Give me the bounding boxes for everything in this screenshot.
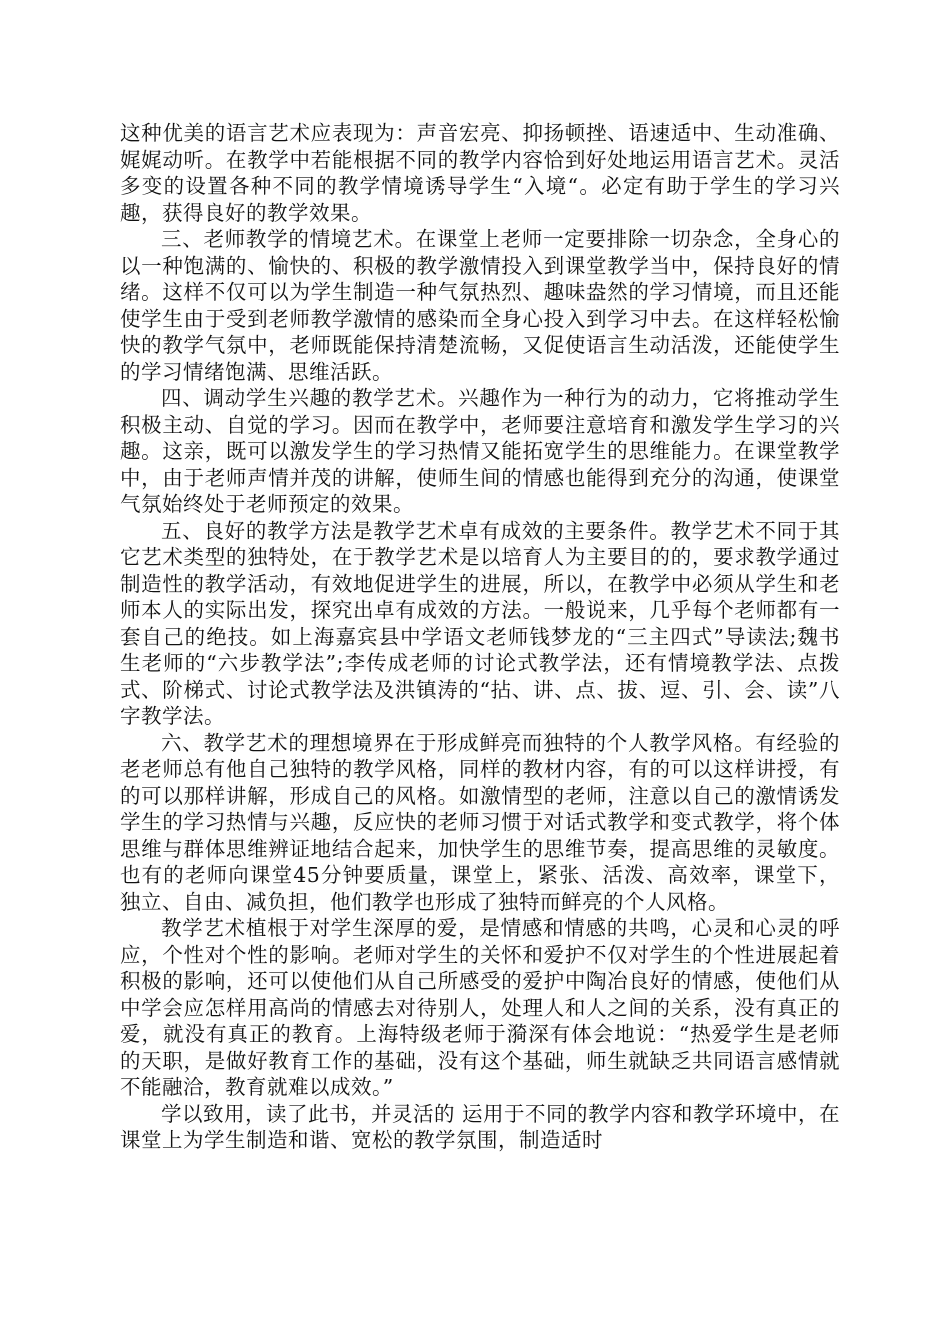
paragraph-language-art: 这种优美的语言艺术应表现为：声音宏亮、抑扬顿挫、语速适中、生动准确、娓娓动听。在教学中若能根据不同的教学内容恰到好处地运用语言艺术。灵活多变的设置各种不同的教学情境诱导学生“入境“。必定有助于学生的学习兴趣，获得良好的教学效果。 (120, 121, 840, 225)
paragraph-section-four: 四、调动学生兴趣的教学艺术。兴趣作为一种行为的动力，它将推动学生积极主动、自觉的学习。因而在教学中，老师要注意培育和激发学生学习的兴趣。这亲，既可以激发学生的学习热情又能拓宽学生的思维能力。在课堂教学中，由于老师声情并茂的讲解，使师生间的情感也能得到充分的沟通，使课堂气氛始终处于老师预定的效果。 (120, 386, 840, 516)
paragraph-section-six: 六、教学艺术的理想境界在于形成鲜亮而独特的个人教学风格。有经验的老老师总有他自己独特的教学风格，同样的教材内容，有的可以这样讲授，有的可以那样讲解，形成自己的风格。如激情型的老师，注意以自己的激情诱发学生的学习热情与兴趣，反应快的老师习惯于对话式教学和变式教学，将个体思维与群体思维辨证地结合起来，加快学生的思维节奏，提高思维的灵敏度。也有的老师向课堂45分钟要质量，课堂上，紧张、活泼、高效率，课堂下，独立、自由、减负担，他们教学也形成了独特而鲜亮的个人风格。 (120, 730, 840, 914)
paragraph-apply-learning: 学以致用，读了此书，并灵活的 运用于不同的教学内容和教学环境中，在课堂上为学生制造和谐、宽松的教学氛围，制造适时 (120, 1101, 841, 1152)
document-page (120, 120, 840, 1154)
paragraph-teaching-love: 教学艺术植根于对学生深厚的爱，是情感和情感的共鸣，心灵和心灵的呼应，个性对个性的影响。老师对学生的关怀和爱护不仅对学生的个性进展起着积极的影响，还可以使他们从自己所感受的爱护中陶冶良好的情感，使他们从中学会应怎样用高尚的情感去对待别人，处理人和人之间的关系，没有真正的爱，就没有真正的教育。上海特级老师于漪深有体会地说：“热爱学生是老师的天职，是做好教育工作的基础，没有这个基础，师生就缺乏共同语言感情就不能融洽，教育就难以成效。” (120, 916, 840, 1099)
paragraph-section-five: 五、良好的教学方法是教学艺术卓有成效的主要条件。教学艺术不同于其它艺术类型的独特处，在于教学艺术是以培育人为主要目的的，要求教学通过制造性的教学活动，有效地促进学生的进展，所以，在教学中必须从学生和老师本人的实际出发，探究出卓有成效的方法。一般说来，几乎每个老师都有一套自己的绝技。如上海嘉宾县中学语文老师钱梦龙的“三主四式”导读法;魏书生老师的“六步教学法”;李传成老师的讨论式教学法，还有情境教学法、点拨式、阶梯式、讨论式教学法及洪镇涛的“拈、讲、点、拔、逗、引、会、读”八字教学法。 (120, 518, 840, 728)
paragraph-section-three: 三、老师教学的情境艺术。在课堂上老师一定要排除一切杂念，全身心的以一种饱满的、愉快的、积极的教学激情投入到课堂教学当中，保持良好的情绪。这样不仅可以为学生制造一种气氛热烈、趣味盎然的学习情境，而且还能使学生由于受到老师教学激情的感染而全身心投入到学习中去。在这样轻松愉快的教学气氛中，老师既能保持清楚流畅，又促使语言生动活泼，还能使学生的学习情绪饱满、思维活跃。 (120, 227, 840, 384)
